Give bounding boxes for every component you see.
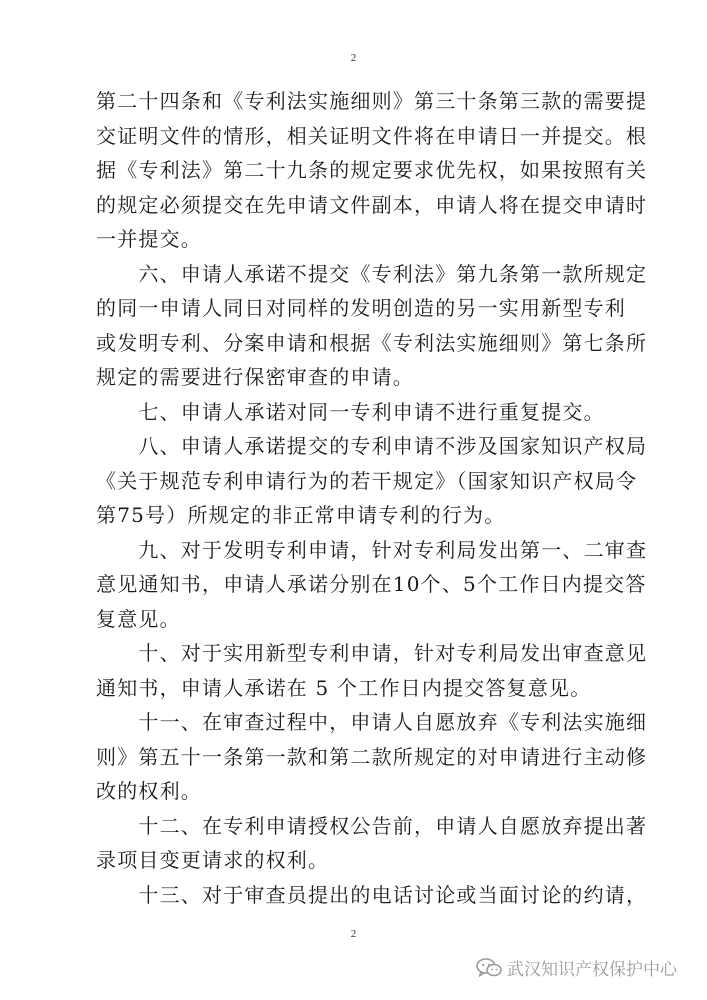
body-line: 复意见。 — [96, 606, 181, 631]
page-number-top: 2 — [350, 52, 357, 64]
body-line: 一并提交。 — [96, 227, 202, 251]
body-line: 据《专利法》第二十九条的规定要求优先权，如果按照有关 — [96, 158, 648, 182]
body-line: 或发明专利、分案申请和根据《专利法实施细则》第七条所 — [96, 330, 648, 355]
body-line: 则》第五十一条第一款和第二款所规定的对申请进行主动修 — [96, 744, 648, 769]
body-line: 第二十四条和《专利法实施细则》第三十条第三款的需要提 — [96, 89, 648, 113]
body-line: 八、申请人承诺提交的专利申请不涉及国家知识产权局 — [96, 434, 648, 458]
body-line: 七、申请人承诺对同一专利申请不进行重复提交。 — [96, 399, 605, 424]
page-number-bottom: 2 — [350, 928, 357, 940]
body-line: 改的权利。 — [96, 779, 202, 803]
body-line: 的规定必须提交在先申请文件副本，申请人将在提交申请时 — [96, 192, 648, 217]
body-line: 意见通知书，申请人承诺分别在10个、5个工作日内提交答 — [96, 572, 647, 596]
body-line: 六、申请人承诺不提交《专利法》第九条第一款所规定 — [96, 261, 648, 286]
wechat-icon — [475, 957, 503, 979]
body-line: 的同一申请人同日对同样的发明创造的另一实用新型专利 — [96, 296, 626, 320]
body-line: 录项目变更请求的权利。 — [96, 848, 330, 872]
body-line: 十一、在审查过程中，申请人自愿放弃《专利法实施细 — [96, 710, 648, 734]
watermark — [475, 955, 677, 980]
body-line: 九、对于发明专利申请，针对专利局发出第一、二审查 — [96, 537, 648, 562]
body-line: 十三、对于审查员提出的电话讨论或当面讨论的约请， — [96, 882, 648, 907]
watermark-text: 武汉知识产权保护中心 — [507, 960, 677, 980]
body-line: 规定的需要进行保密审查的申请。 — [96, 365, 414, 389]
body-line: 十二、在专利申请授权公告前，申请人自愿放弃提出著 — [96, 813, 648, 838]
body-line: 第75号）所规定的非正常申请专利的行为。 — [96, 503, 506, 527]
document-body — [96, 84, 648, 912]
body-line: 《关于规范专利申请行为的若干规定》（国家知识产权局令 — [96, 468, 638, 493]
body-line: 通知书，申请人承诺在 5 个工作日内提交答复意见。 — [96, 675, 592, 700]
body-line: 十、对于实用新型专利申请，针对专利局发出审查意见 — [96, 641, 648, 665]
body-line: 交证明文件的情形，相关证明文件将在申请日一并提交。根 — [96, 123, 648, 148]
